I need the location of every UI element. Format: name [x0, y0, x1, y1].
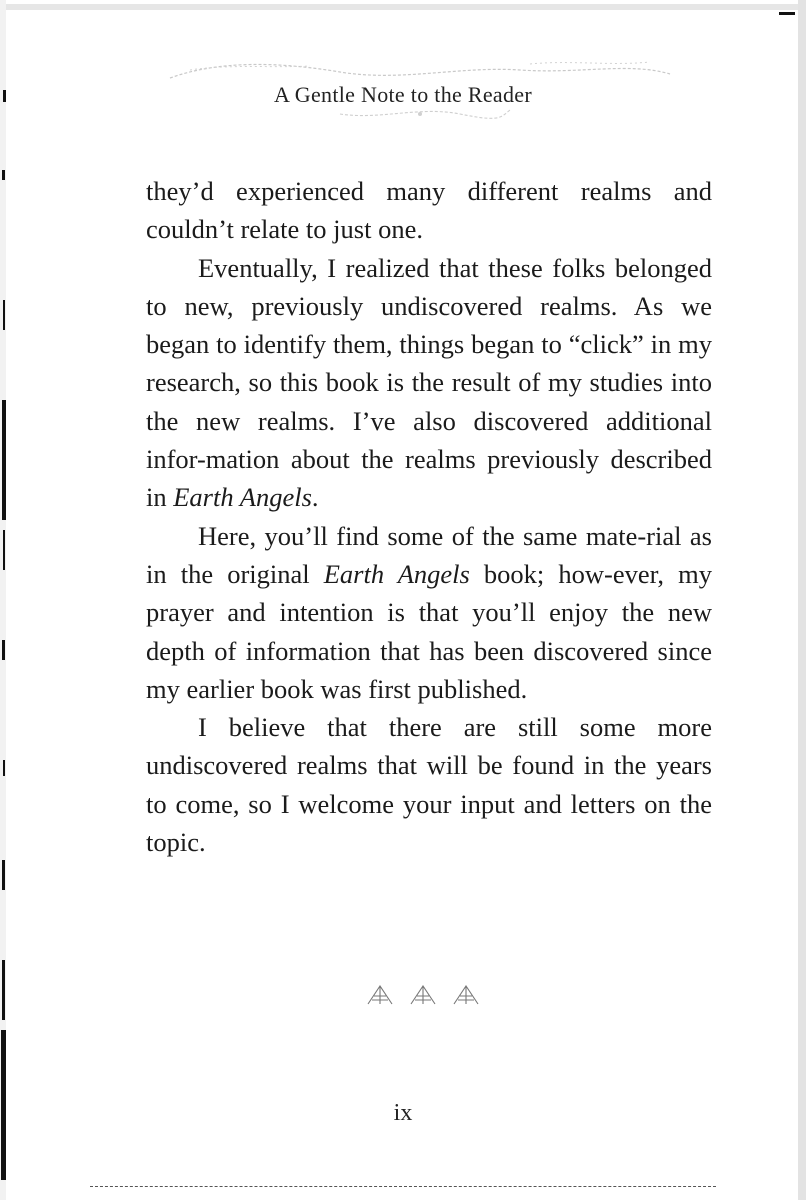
binding-mark	[2, 640, 5, 660]
binding-mark	[3, 760, 5, 776]
binding-mark	[2, 960, 5, 1020]
scan-top-edge	[6, 4, 800, 10]
binding-mark	[3, 530, 5, 570]
paragraph-2: Eventually, I realized that these folks belonged to new, previously undiscovered realms. As we began to identify them, things began to “click” in my research, so this book is the result of my studies into the new realms. I’ve also discovered additional infor-mation about the realms previously described in Earth Angels.	[146, 252, 712, 513]
paragraph-4: I believe that there are still some more undiscovered realms that will be found in the years to come, so I welcome your input and letters on the topic.	[146, 712, 712, 858]
book-title: Earth Angels	[173, 482, 312, 513]
running-head: A Gentle Note to the Reader	[274, 82, 532, 107]
paragraph-1: they’d experienced many different realms and couldn’t relate to just one.	[146, 176, 712, 245]
page-number: ix	[393, 1100, 413, 1126]
binding-mark	[2, 400, 6, 520]
binding-mark	[3, 300, 5, 330]
binding-mark	[2, 170, 5, 180]
binding-mark	[2, 860, 5, 890]
binding-mark	[779, 12, 795, 15]
scan-right-edge	[798, 0, 806, 1200]
paragraph-3: Here, you’ll find some of the same mate-rial as in the original Earth Angels book; how-ever, my prayer and intention is that you’ll enjoy the new depth of information that has been discovered since my earlier book was first published.	[146, 520, 712, 704]
section-break-ornament	[358, 980, 488, 1008]
book-title: Earth Angels	[323, 558, 470, 589]
body-text	[146, 172, 712, 861]
scan-left-edge	[0, 0, 6, 1200]
bottom-scan-line	[90, 1186, 716, 1187]
